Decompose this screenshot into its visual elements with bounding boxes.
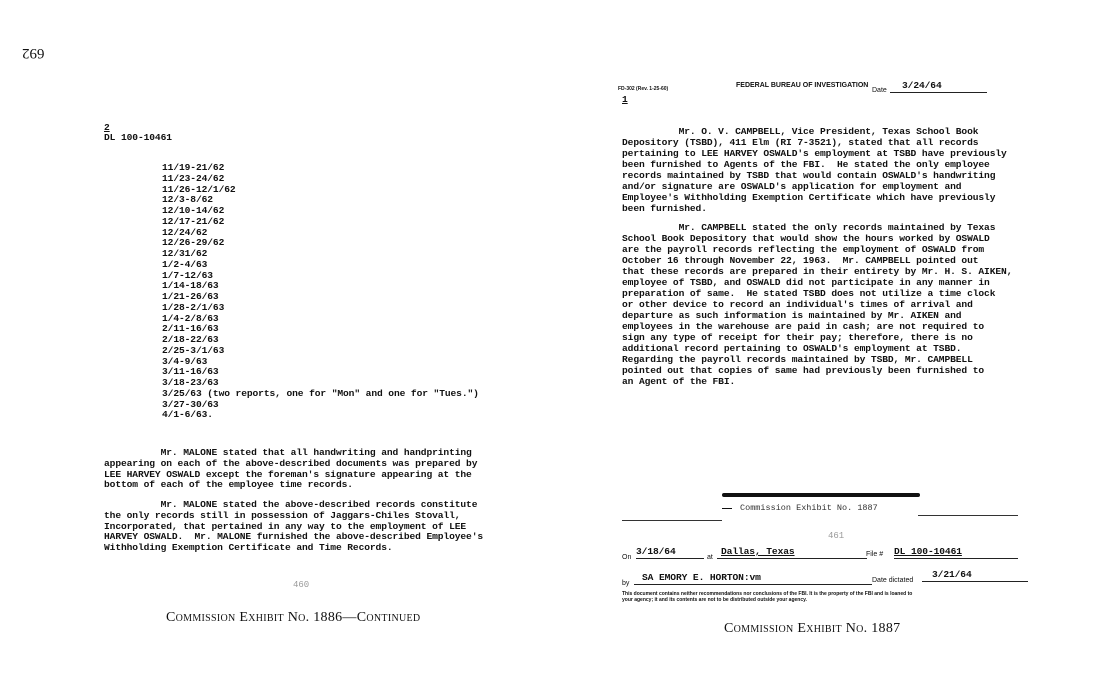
date-item: 12/17-21/62 <box>162 215 225 227</box>
date-item: 11/19-21/62 <box>162 162 225 173</box>
sheet-number: 1 <box>622 94 628 105</box>
text-line: records maintained by TSBD that would contain OSWALD's handwriting <box>622 170 996 181</box>
date-item: 2/25-3/1/63 <box>162 344 225 356</box>
stamp-bar <box>722 493 920 497</box>
text-line: or other device to record an individual's times of arrival and <box>622 299 973 310</box>
text-line: the only records still in possession of Jaggars-Chiles Stovall, <box>104 509 461 521</box>
form-number: FD-302 (Rev. 1-25-60) <box>618 86 669 92</box>
text-line: Employee's Withholding Exemption Certificate which have previously <box>622 192 996 203</box>
on-value: 3/18/64 <box>636 547 704 559</box>
text-line: LEE HARVEY OSWALD except the foreman's signature appearing at the <box>104 468 472 480</box>
text-line: Mr. O. V. CAMPBELL, Vice President, Texas School Book <box>622 126 979 137</box>
text-line: an Agent of the FBI. <box>622 376 736 387</box>
date-item: 1/21-26/63 <box>162 291 219 302</box>
text-line: appearing on each of the above-described documents was prepared by <box>104 457 478 469</box>
file-label: File # <box>866 551 884 558</box>
exhibit-caption: Commission Exhibit No. 1886—Continued <box>166 610 421 625</box>
text-line: and/or signature are OSWALD's application for employment and <box>622 181 962 192</box>
on-label: On <box>622 554 632 561</box>
text-line: been furnished. <box>622 203 707 214</box>
text-line: Regarding the payroll records maintained by TSBD, Mr. CAMPBELL <box>622 354 973 365</box>
text-line: preparation of same. He stated TSBD does not utilize a time clock <box>622 288 996 299</box>
text-line: Mr. MALONE stated that all handwriting and handprinting <box>104 447 472 458</box>
disclaimer-line: your agency; it and its contents are not to be distributed outside your agency. <box>622 597 807 603</box>
campbell-paragraph-2 <box>622 222 1012 387</box>
date-item: 1/7-12/63 <box>162 269 213 281</box>
stamp-number: 461 <box>828 531 845 541</box>
agency-header: FEDERAL BUREAU OF INVESTIGATION <box>736 82 869 89</box>
text-line: October 16 through November 22, 1963. Mr. CAMPBELL pointed out <box>622 255 979 266</box>
date-item: 2/11-16/63 <box>162 323 219 335</box>
date-item: 3/25/63 (two reports, one for "Mon" and one for "Tues.") <box>162 387 479 399</box>
date-item: 1/14-18/63 <box>162 280 219 292</box>
malone-paragraph-2 <box>104 500 483 554</box>
date-item: 12/3-8/62 <box>162 194 213 206</box>
exhibit-stamp: Commission Exhibit No. 1887 <box>740 503 878 513</box>
text-line: HARVEY OSWALD. Mr. MALONE furnished the above-described Employee's <box>104 531 484 543</box>
date-item: 12/10-14/62 <box>162 205 225 216</box>
text-line: are the payroll records reflecting the employment of OSWALD from <box>622 244 985 255</box>
campbell-paragraph-1 <box>622 126 1007 214</box>
text-line: pointed out that copies of same had previously been furnished to <box>622 365 985 376</box>
date-item: 11/26-12/1/62 <box>162 183 236 195</box>
text-line: pertaining to LEE HARVEY OSWALD's employment at TSBD have previously <box>622 148 1007 159</box>
page-number: 692 <box>22 45 45 61</box>
at-label: at <box>707 554 713 561</box>
dictated-label: Date dictated <box>872 577 914 584</box>
stamp-rule <box>722 508 732 509</box>
text-line: Mr. CAMPBELL stated the only records maintained by Texas <box>622 222 996 233</box>
date-item: 3/18-23/63 <box>162 377 219 388</box>
date-value: 3/24/64 <box>890 81 987 93</box>
text-line: departure as such information is maintained by Mr. AIKEN and <box>622 310 962 321</box>
file-value: DL 100-10461 <box>894 547 1018 559</box>
file-number: DL 100-10461 <box>104 132 172 143</box>
dictated-value: 3/21/64 <box>922 570 1028 582</box>
text-line: been furnished to Agents of the FBI. He stated the only employee <box>622 159 990 170</box>
text-line: sign any type of receipt for their pay; therefore, there is no <box>622 332 973 343</box>
text-line: School Book Depository that would show the hours worked by OSWALD <box>622 233 990 244</box>
rule-right <box>918 515 1018 516</box>
date-item: 1/4-2/8/63 <box>162 312 219 324</box>
text-line: Withholding Exemption Certificate and Time Records. <box>104 542 393 554</box>
text-line: bottom of each of the employee time records. <box>104 479 353 491</box>
text-line: employee of TSBD, and OSWALD did not participate in any manner in <box>622 277 990 288</box>
date-item: 12/26-29/62 <box>162 237 225 249</box>
at-value: Dallas, Texas <box>717 547 867 559</box>
sheet-number: 2 <box>104 122 110 133</box>
date-item: 1/28-2/1/63 <box>162 301 225 313</box>
date-item: 3/4-9/63 <box>162 355 208 367</box>
text-line: additional record pertaining to OSWALD's employment at TSBD. <box>622 343 962 354</box>
date-item: 3/27-30/63 <box>162 398 219 410</box>
text-line: Mr. MALONE stated the above-described records constitute <box>104 499 478 510</box>
text-line: Incorporated, that pertained in any way to the employment of LEE <box>104 520 467 532</box>
date-item: 12/31/62 <box>162 248 208 259</box>
stamp-number: 460 <box>293 580 310 590</box>
text-line: that these records are prepared in their entirety by Mr. H. S. AIKEN, <box>622 266 1013 277</box>
by-value: SA EMORY E. HORTON:vm <box>634 573 872 585</box>
date-list <box>162 163 479 421</box>
date-item: 3/11-16/63 <box>162 366 219 378</box>
exhibit-caption: Commission Exhibit No. 1887 <box>724 621 901 636</box>
text-line: Depository (TSBD), 411 Elm (RI 7-3521), stated that all records <box>622 137 979 148</box>
date-item: 1/2-4/63 <box>162 258 208 270</box>
rule-left <box>622 520 722 521</box>
date-item: 12/24/62 <box>162 226 208 238</box>
disclaimer-line: This document contains neither recommendations nor conclusions of the FBI. It is the property of the FBI and is loaned to <box>622 591 913 597</box>
date-label: Date <box>872 87 887 94</box>
malone-paragraph-1 <box>104 448 477 491</box>
date-item: 11/23-24/62 <box>162 172 225 184</box>
date-item: 2/18-22/63 <box>162 334 219 345</box>
disclaimer <box>622 591 912 603</box>
date-item: 4/1-6/63. <box>162 409 213 421</box>
text-line: employees in the warehouse are paid in cash; are not required to <box>622 321 985 332</box>
by-label: by <box>622 580 630 587</box>
